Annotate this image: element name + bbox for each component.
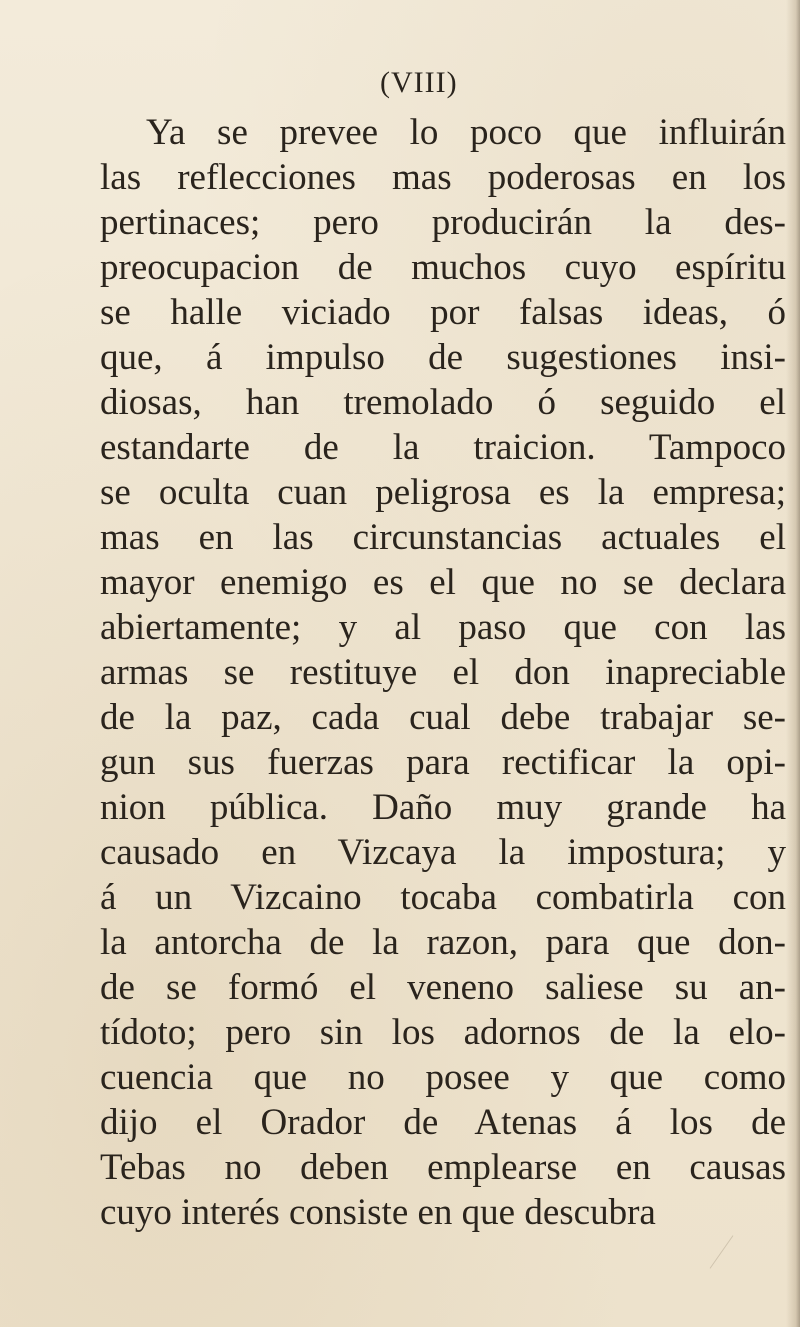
text-line: se oculta cuan peligrosa es la empresa;: [100, 472, 786, 513]
page-number: (VIII): [380, 66, 458, 99]
text-line: estandarte de la traicion. Tampoco: [100, 427, 786, 468]
text-line: gun sus fuerzas para rectificar la opi-: [100, 742, 786, 783]
page-edge-shadow: [786, 0, 800, 1327]
text-line: causado en Vizcaya la impostura; y: [100, 832, 786, 873]
paper-mark: [710, 1235, 734, 1268]
text-line: tídoto; pero sin los adornos de la elo-: [100, 1012, 786, 1053]
text-line: cuyo interés consiste en que descubra: [100, 1192, 656, 1233]
text-line: armas se restituye el don inapreciable: [100, 652, 786, 693]
text-line: Tebas no deben emplearse en causas: [100, 1147, 786, 1188]
text-line: diosas, han tremolado ó seguido el: [100, 382, 786, 423]
text-line: dijo el Orador de Atenas á los de: [100, 1102, 786, 1143]
text-line: pertinaces; pero producirán la des-: [100, 202, 786, 243]
text-line: Ya se prevee lo poco que influirán: [146, 112, 786, 153]
text-line: nion pública. Daño muy grande ha: [100, 787, 786, 828]
text-line: de la paz, cada cual debe trabajar se-: [100, 697, 786, 738]
text-line: cuencia que no posee y que como: [100, 1057, 786, 1098]
text-line: á un Vizcaino tocaba combatirla con: [100, 877, 786, 918]
text-line: preocupacion de muchos cuyo espíritu: [100, 247, 786, 288]
text-line: de se formó el veneno saliese su an-: [100, 967, 786, 1008]
text-line: se halle viciado por falsas ideas, ó: [100, 292, 786, 333]
text-line: mas en las circunstancias actuales el: [100, 517, 786, 558]
text-line: las reflecciones mas poderosas en los: [100, 157, 786, 198]
text-line: mayor enemigo es el que no se declara: [100, 562, 786, 603]
text-line: que, á impulso de sugestiones insi-: [100, 337, 786, 378]
text-line: la antorcha de la razon, para que don-: [100, 922, 786, 963]
text-line: abiertamente; y al paso que con las: [100, 607, 786, 648]
body-text: [100, 110, 786, 1235]
